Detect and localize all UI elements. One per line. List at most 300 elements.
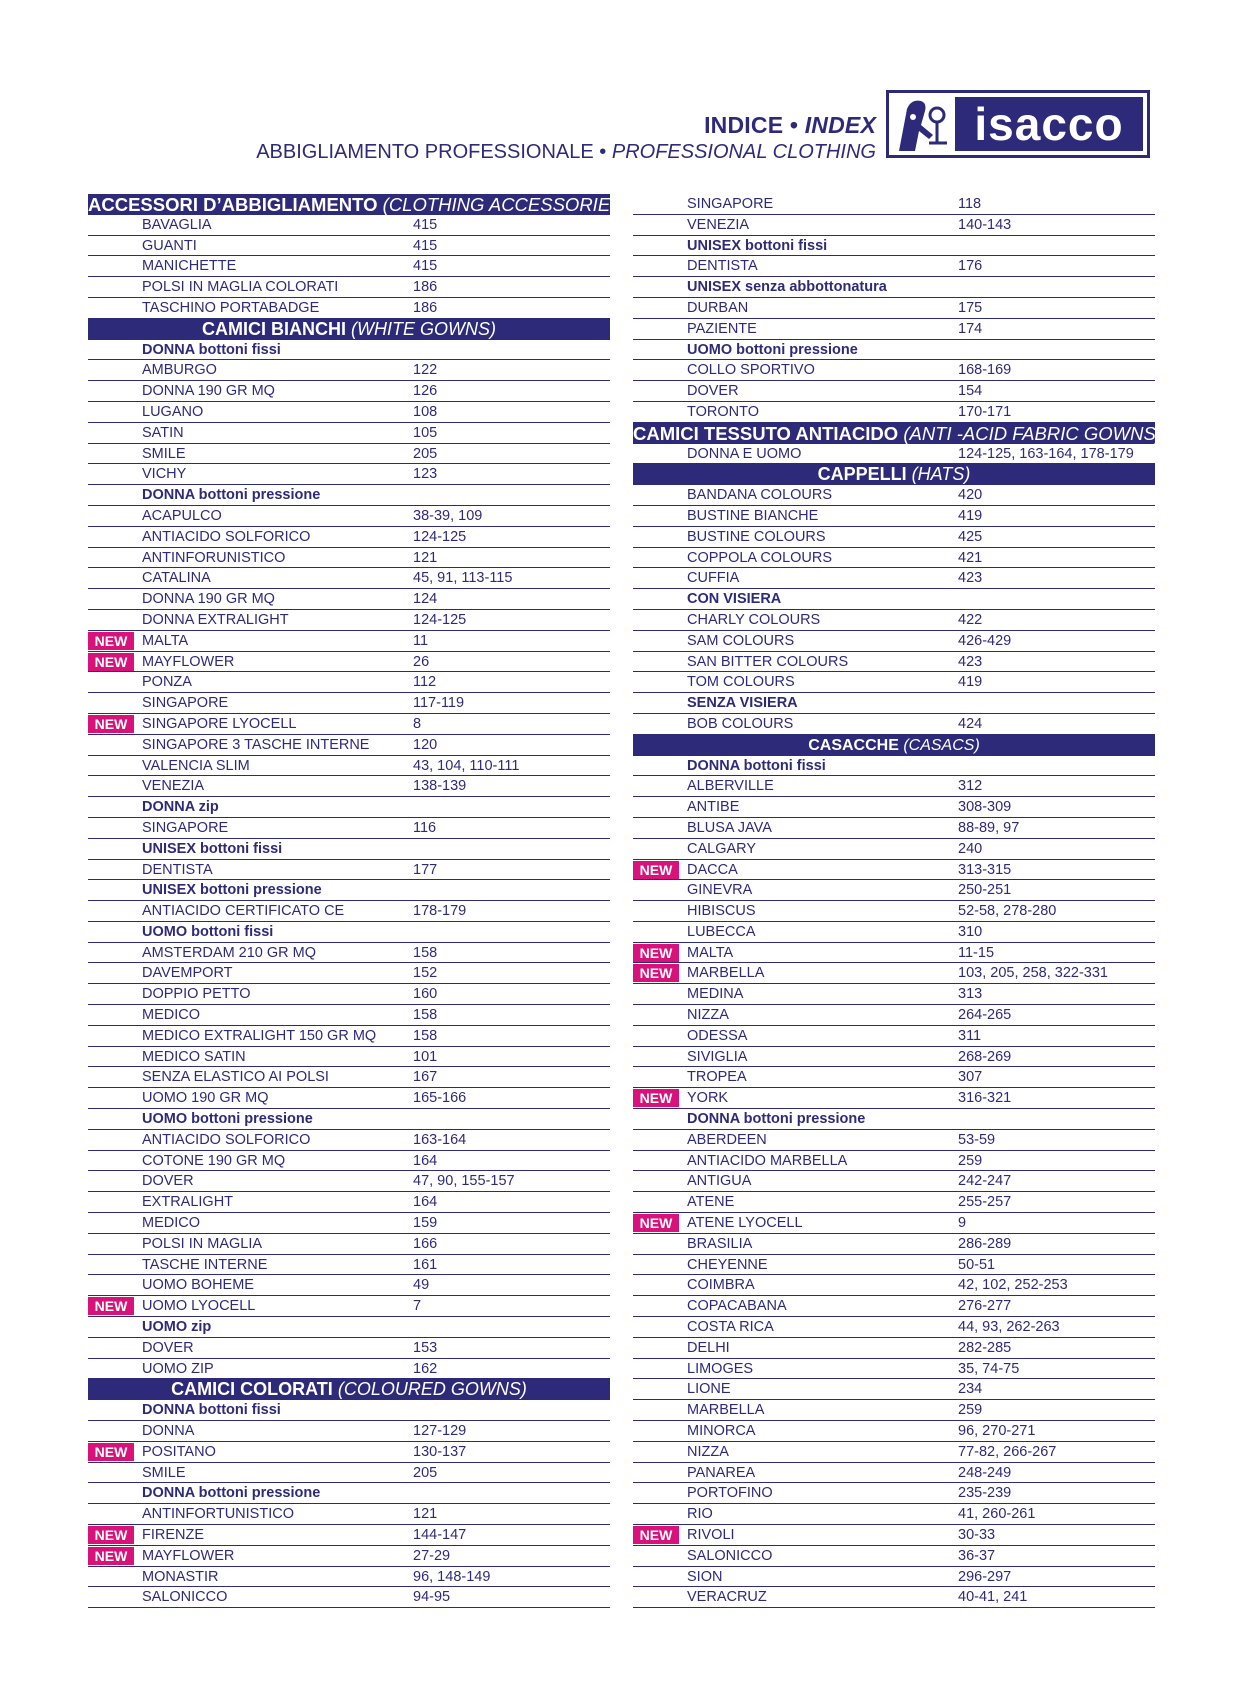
entry-name: SENZA ELASTICO AI POLSI: [142, 1069, 329, 1086]
entry-pages: 77-82, 266-267: [958, 1443, 1057, 1460]
index-entry: [633, 194, 1155, 215]
entry-name: ANTINFORUNISTICO: [142, 549, 286, 566]
entry-name: TOM COLOURS: [687, 674, 795, 691]
index-entry: [633, 402, 1155, 423]
index-entry: [88, 464, 610, 485]
entry-name: DENTISTA: [142, 861, 213, 878]
entry-pages: 259: [958, 1402, 983, 1419]
entry-pages: 27-29: [413, 1547, 451, 1564]
section-header: [633, 464, 1155, 485]
index-entry: [633, 1567, 1155, 1588]
section-header: [88, 319, 610, 340]
entry-name: MEDICO: [142, 1215, 200, 1232]
index-entry: [633, 527, 1155, 548]
entry-pages: 88-89, 97: [958, 819, 1020, 836]
entry-pages: 41, 260-261: [958, 1506, 1036, 1523]
entry-pages: 312: [958, 778, 983, 795]
entry-pages: 126: [413, 383, 438, 400]
index-entry: [633, 1359, 1155, 1380]
entry-pages: 144-147: [413, 1527, 467, 1543]
index-entry: [633, 818, 1155, 839]
index-entry: [633, 776, 1155, 797]
entry-name: COPPOLA COLOURS: [687, 549, 833, 566]
entry-pages: 313-315: [958, 861, 1012, 878]
entry-pages: 47, 90, 155-157: [413, 1173, 515, 1190]
index-entry: [633, 1379, 1155, 1400]
entry-pages: 415: [413, 258, 438, 275]
entry-pages: 158: [413, 1007, 438, 1024]
entry-pages: 415: [413, 237, 438, 254]
entry-pages: 250-251: [958, 882, 1012, 899]
index-entry: [88, 756, 610, 777]
entry-name: SINGAPORE: [142, 695, 229, 712]
entry-pages: 296-297: [958, 1568, 1012, 1585]
entry-pages: 420: [958, 487, 983, 504]
new-badge: NEW: [88, 1526, 134, 1544]
entry-pages: 153: [413, 1339, 438, 1356]
entry-name: UOMO ZIP: [142, 1360, 214, 1377]
entry-name: TASCHE INTERNE: [142, 1256, 268, 1273]
entry-name: UOMO BOHEME: [142, 1277, 254, 1294]
index-entry: [633, 215, 1155, 236]
index-entry: [633, 963, 1155, 984]
entry-pages: 242-247: [958, 1173, 1012, 1190]
entry-name: DELHI: [687, 1339, 730, 1356]
index-entry: [88, 818, 610, 839]
entry-name: BOB COLOURS: [687, 715, 794, 732]
entry-pages: 26: [413, 653, 430, 670]
section-translation: (WHITE GOWNS): [351, 318, 496, 339]
index-entry: [633, 256, 1155, 277]
section-header: [633, 422, 1162, 444]
entry-pages: 161: [413, 1256, 438, 1273]
entry-name: BANDANA COLOURS: [687, 487, 833, 504]
entry-name: SALONICCO: [687, 1547, 773, 1564]
entry-name: EXTRALIGHT: [142, 1194, 234, 1211]
index-entry: [88, 776, 610, 797]
entry-name: BLUSA JAVA: [687, 819, 772, 836]
index-entry: [88, 1005, 610, 1026]
index-entry: [88, 610, 610, 631]
entry-pages: 235-239: [958, 1485, 1012, 1502]
entry-pages: 127-129: [413, 1423, 467, 1440]
section-title: CAMICI COLORATI: [171, 1379, 333, 1400]
index-entry: [633, 672, 1155, 693]
entry-pages: 103, 205, 258, 322-331: [958, 965, 1108, 982]
entry-pages: 154: [958, 383, 983, 400]
index-entry: [88, 1088, 610, 1109]
index-entry: [633, 1421, 1155, 1442]
subsection-title: UOMO bottoni pressione: [687, 341, 858, 358]
entry-name: MARBELLA: [687, 1402, 765, 1419]
entry-name: DONNA 190 GR MQ: [142, 383, 275, 400]
entry-name: DOVER: [687, 383, 739, 400]
index-entry: [633, 506, 1155, 527]
index-entry: [633, 1255, 1155, 1276]
subsection-title: UNISEX bottoni fissi: [142, 840, 283, 857]
title-english: INDEX: [804, 112, 876, 138]
section-translation: (ANTI -ACID FABRIC GOWNS): [903, 422, 1162, 444]
entry-pages: 30-33: [958, 1527, 996, 1543]
entry-pages: 140-143: [958, 216, 1012, 233]
entry-name: MEDINA: [687, 986, 744, 1003]
entry-pages: 121: [413, 1506, 438, 1523]
entry-name: TROPEA: [687, 1069, 747, 1086]
index-entry: [88, 381, 610, 402]
entry-pages: 205: [413, 445, 438, 462]
index-entry: [633, 1171, 1155, 1192]
entry-pages: 178-179: [413, 903, 467, 920]
entry-pages: 45, 91, 113-115: [413, 570, 513, 587]
index-entry: [633, 319, 1155, 340]
index-entry: [633, 943, 1155, 964]
entry-name: NIZZA: [687, 1443, 729, 1460]
subsection-header: [88, 797, 610, 818]
subtitle-english: PROFESSIONAL CLOTHING: [611, 141, 876, 163]
entry-pages: 423: [958, 570, 983, 587]
entry-name: CHARLY COLOURS: [687, 611, 821, 628]
entry-name: COLLO SPORTIVO: [687, 362, 815, 379]
entry-name: SINGAPORE 3 TASCHE INTERNE: [142, 736, 370, 753]
entry-name: SAM COLOURS: [687, 632, 795, 649]
entry-pages: 7: [413, 1298, 422, 1315]
entry-pages: 96, 148-149: [413, 1568, 491, 1585]
entry-name: SION: [687, 1568, 723, 1585]
index-entry: [633, 1400, 1155, 1421]
entry-name: DAVEMPORT: [142, 965, 233, 982]
entry-name: MALTA: [142, 632, 189, 649]
entry-pages: 255-257: [958, 1194, 1012, 1211]
entry-pages: 311: [958, 1027, 982, 1044]
subsection-title: UNISEX bottoni pressione: [142, 882, 322, 899]
entry-pages: 101: [413, 1048, 438, 1065]
entry-pages: 268-269: [958, 1048, 1012, 1065]
subsection-title: DONNA bottoni pressione: [142, 487, 321, 504]
entry-pages: 165-166: [413, 1090, 467, 1107]
index-entry: [633, 880, 1155, 901]
entry-name: MANICHETTE: [142, 258, 237, 275]
entry-name: MARBELLA: [687, 965, 765, 982]
subsection-header: [633, 1109, 1155, 1130]
index-entry: [633, 1213, 1155, 1234]
entry-pages: 164: [413, 1194, 438, 1211]
index-entry: [633, 1026, 1155, 1047]
entry-name: VERACRUZ: [687, 1589, 767, 1606]
entry-name: ODESSA: [687, 1027, 748, 1044]
index-entry: [88, 1047, 610, 1068]
entry-pages: 310: [958, 923, 983, 940]
entry-name: SINGAPORE: [687, 196, 774, 212]
index-entry: [633, 1234, 1155, 1255]
index-entry: [633, 298, 1155, 319]
index-entry: [633, 1130, 1155, 1151]
index-entry: [633, 1338, 1155, 1359]
entry-name: COTONE 190 GR MQ: [142, 1152, 286, 1169]
entry-name: BRASILIA: [687, 1235, 753, 1252]
subsection-header: [88, 922, 610, 943]
index-entry: [633, 1192, 1155, 1213]
section-title: CAMICI BIANCHI: [202, 318, 346, 339]
subsection-header: [88, 1400, 610, 1421]
entry-pages: 35, 74-75: [958, 1360, 1020, 1377]
subsection-title: UNISEX senza abbottonatura: [687, 279, 887, 296]
entry-name: ACAPULCO: [142, 507, 222, 524]
entry-pages: 307: [958, 1069, 983, 1086]
entry-name: UOMO LYOCELL: [142, 1298, 256, 1315]
entry-pages: 105: [413, 424, 438, 441]
entry-name: BAVAGLIA: [142, 216, 212, 233]
entry-name: TASCHINO PORTABADGE: [142, 299, 320, 316]
index-entry: [633, 984, 1155, 1005]
subsection-title: DONNA bottoni fissi: [687, 757, 826, 774]
entry-pages: 160: [413, 986, 438, 1003]
entry-name: DONNA 190 GR MQ: [142, 591, 275, 608]
brand-name: isacco: [955, 97, 1143, 151]
entry-pages: 138-139: [413, 778, 467, 795]
page-header: [0, 0, 1240, 180]
index-entry: [88, 1546, 610, 1567]
entry-pages: 8: [413, 715, 422, 732]
index-entry: [88, 1463, 610, 1484]
index-entry: [88, 1421, 610, 1442]
index-entry: [88, 298, 610, 319]
subsection-title: UNISEX bottoni fissi: [687, 237, 828, 254]
index-entry: [88, 1255, 610, 1276]
entry-name: COPACABANA: [687, 1298, 787, 1315]
index-entry: [88, 360, 610, 381]
entry-pages: 38-39, 109: [413, 507, 483, 524]
entry-pages: 164: [413, 1152, 438, 1169]
section-title: CASACCHE: [808, 736, 899, 754]
entry-pages: 168-169: [958, 362, 1012, 379]
index-entry: [88, 1026, 610, 1047]
entry-name: SMILE: [142, 445, 186, 462]
entry-name: SALONICCO: [142, 1589, 228, 1606]
entry-name: DACCA: [687, 861, 738, 878]
entry-name: DOPPIO PETTO: [142, 986, 251, 1003]
index-entry: [88, 215, 610, 236]
entry-name: PANAREA: [687, 1464, 756, 1481]
entry-pages: 175: [958, 299, 983, 316]
entry-name: ANTIACIDO SOLFORICO: [142, 528, 311, 545]
index-entry: [88, 1275, 610, 1296]
new-badge: NEW: [633, 1089, 679, 1107]
entry-name: POLSI IN MAGLIA: [142, 1235, 263, 1252]
entry-pages: 120: [413, 736, 438, 753]
subsection-title: DONNA bottoni pressione: [687, 1111, 866, 1128]
section-translation: (COLOURED GOWNS): [337, 1379, 527, 1400]
subtitle-separator: •: [599, 141, 607, 163]
entry-name: SATIN: [142, 424, 184, 441]
entry-name: MONASTIR: [142, 1568, 219, 1585]
index-entry: [88, 423, 610, 444]
entry-name: BUSTINE BIANCHE: [687, 507, 819, 524]
subsection-title: DONNA zip: [142, 799, 219, 816]
entry-name: CHEYENNE: [687, 1256, 768, 1273]
entry-pages: 112: [413, 674, 437, 691]
entry-pages: 44, 93, 262-263: [958, 1319, 1060, 1336]
index-entry: [88, 1504, 610, 1525]
isacco-logo: [886, 90, 1150, 158]
entry-pages: 49: [413, 1277, 430, 1294]
new-badge: NEW: [633, 861, 679, 879]
section-translation: (HATS): [911, 464, 971, 485]
index-entry: [88, 589, 610, 610]
index-entry: [88, 1587, 610, 1608]
entry-name: ANTIACIDO SOLFORICO: [142, 1131, 311, 1148]
index-entry: [633, 1525, 1155, 1546]
entry-name: TORONTO: [687, 403, 759, 420]
index-entry: [88, 714, 610, 735]
entry-name: ANTIACIDO CERTIFICATO CE: [142, 903, 345, 920]
entry-pages: 116: [413, 819, 437, 836]
entry-pages: 53-59: [958, 1131, 996, 1148]
subsection-header: [88, 839, 610, 860]
entry-pages: 421: [958, 549, 983, 566]
subsection-title: SENZA VISIERA: [687, 695, 798, 712]
entry-pages: 186: [413, 299, 438, 316]
entry-name: LIONE: [687, 1381, 731, 1398]
subsection-header: [88, 1109, 610, 1130]
index-entry: [633, 901, 1155, 922]
index-entry: [633, 1463, 1155, 1484]
entry-pages: 166: [413, 1235, 438, 1252]
subsection-header: [633, 236, 1155, 257]
index-entry: [88, 1338, 610, 1359]
entry-pages: 282-285: [958, 1339, 1012, 1356]
section-header: [88, 1379, 610, 1400]
section-translation: (CLOTHING ACCESSORIES): [382, 194, 629, 215]
entry-name: PAZIENTE: [687, 320, 757, 337]
entry-name: ANTIBE: [687, 799, 740, 816]
entry-pages: 259: [958, 1152, 983, 1169]
entry-name: SINGAPORE LYOCELL: [142, 715, 297, 732]
new-badge: NEW: [88, 632, 134, 650]
index-entry: [633, 1317, 1155, 1338]
entry-pages: 130-137: [413, 1443, 467, 1460]
entry-pages: 313: [958, 986, 983, 1003]
entry-name: BUSTINE COLOURS: [687, 528, 826, 545]
entry-name: CATALINA: [142, 570, 211, 587]
index-entry: [633, 1151, 1155, 1172]
new-badge: NEW: [88, 1443, 134, 1461]
section-title: CAPPELLI: [817, 464, 907, 485]
entry-name: AMSTERDAM 210 GR MQ: [142, 944, 317, 961]
entry-pages: 124: [413, 591, 438, 608]
entry-pages: 308-309: [958, 799, 1012, 816]
entry-pages: 170-171: [958, 403, 1012, 420]
entry-pages: 419: [958, 507, 983, 524]
entry-name: COIMBRA: [687, 1277, 755, 1294]
index-entry: [633, 1067, 1155, 1088]
section-title: CAMICI TESSUTO ANTIACIDO: [633, 422, 899, 444]
entry-pages: 316-321: [958, 1090, 1012, 1107]
entry-pages: 158: [413, 944, 438, 961]
entry-name: VICHY: [142, 466, 187, 483]
index-entry: [88, 402, 610, 423]
chef-figure-icon: [893, 95, 957, 155]
entry-name: CALGARY: [687, 840, 757, 857]
page-subtitle: [256, 141, 876, 164]
section-translation: (CASACS): [903, 736, 980, 754]
index-entry: [633, 381, 1155, 402]
index-entry: [633, 1504, 1155, 1525]
entry-name: DOVER: [142, 1173, 194, 1190]
index-entry: [88, 1151, 610, 1172]
entry-pages: 94-95: [413, 1589, 451, 1606]
index-entry: [88, 568, 610, 589]
subsection-header: [88, 1483, 610, 1504]
index-entry: [88, 1567, 610, 1588]
entry-name: GINEVRA: [687, 882, 753, 899]
index-entry: [88, 652, 610, 673]
title-separator: •: [789, 112, 799, 138]
index-entry: [88, 943, 610, 964]
entry-name: FIRENZE: [142, 1527, 205, 1543]
entry-name: ANTIGUA: [687, 1173, 752, 1190]
index-entry: [633, 1296, 1155, 1317]
subsection-title: DONNA bottoni fissi: [142, 1402, 281, 1419]
entry-pages: 174: [958, 320, 983, 337]
entry-name: PORTOFINO: [687, 1485, 773, 1502]
entry-pages: 276-277: [958, 1298, 1012, 1315]
index-entry: [88, 506, 610, 527]
entry-name: CUFFIA: [687, 570, 740, 587]
entry-name: DONNA: [142, 1423, 195, 1440]
index-entry: [633, 631, 1155, 652]
entry-name: LUGANO: [142, 403, 204, 420]
entry-pages: 42, 102, 252-253: [958, 1277, 1068, 1294]
index-entry: [633, 797, 1155, 818]
entry-pages: 11: [413, 632, 429, 649]
index-entry: [88, 1359, 610, 1380]
entry-name: LIMOGES: [687, 1360, 754, 1377]
entry-pages: 234: [958, 1381, 983, 1398]
entry-name: RIO: [687, 1506, 713, 1523]
entry-pages: 50-51: [958, 1256, 996, 1273]
entry-name: POSITANO: [142, 1443, 216, 1460]
entry-pages: 96, 270-271: [958, 1423, 1036, 1440]
entry-pages: 40-41, 241: [958, 1589, 1028, 1606]
index-entry: [88, 1525, 610, 1546]
entry-pages: 162: [413, 1360, 438, 1377]
subsection-header: [633, 340, 1155, 361]
index-entry: [88, 527, 610, 548]
index-entry: [633, 1088, 1155, 1109]
subsection-header: [88, 880, 610, 901]
section-header: [633, 735, 1155, 756]
index-entry: [88, 1067, 610, 1088]
index-entry: [88, 901, 610, 922]
new-badge: NEW: [88, 653, 134, 671]
entry-name: VALENCIA SLIM: [142, 757, 250, 774]
entry-name: ALBERVILLE: [687, 778, 774, 795]
index-entry: [88, 693, 610, 714]
entry-name: DURBAN: [687, 299, 749, 316]
index-entry: [633, 360, 1155, 381]
entry-name: PONZA: [142, 674, 192, 691]
entry-pages: 424: [958, 715, 983, 732]
entry-pages: 422: [958, 611, 983, 628]
entry-name: RIVOLI: [687, 1527, 735, 1543]
entry-pages: 248-249: [958, 1464, 1012, 1481]
subsection-header: [88, 485, 610, 506]
entry-name: YORK: [687, 1090, 729, 1107]
entry-pages: 177: [413, 861, 438, 878]
index-entry: [633, 548, 1155, 569]
entry-name: SMILE: [142, 1464, 186, 1481]
index-entry: [633, 610, 1155, 631]
